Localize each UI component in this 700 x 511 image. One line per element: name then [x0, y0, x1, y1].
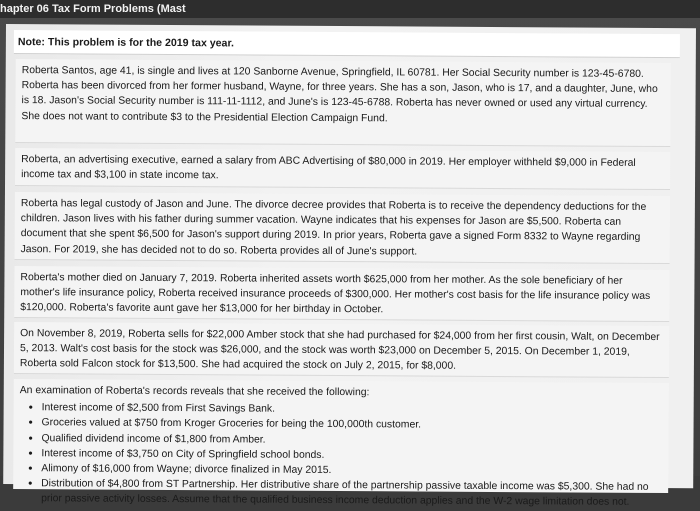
problem-sheet	[3, 24, 696, 509]
paragraph-salary	[15, 148, 670, 190]
paragraph-personal-info	[15, 59, 671, 147]
list-item: • Distribution of $4,800 from ST Partnership. Her distributive share of the partnership passive taxable income was $5,300. She had no prior passive activity losses. Assume that the qualified business income deduction applies and the W-2 wage limitation does not.	[41, 476, 662, 510]
paragraph-stock-sales	[14, 322, 669, 378]
paragraph-text: Roberta Santos, age 41, is single and lives at 120 Sanborne Avenue, Springfield, IL 60781. Her Social Security number is 123-45-6780. Roberta has been divorced from her former husband, Wayne, for three years. She has a son, Jason, who is 17, and a daughter, June, who is 18. Jason's Social Security number is 111-11-1112, and June's is 123-45-6788. Roberta has never owned or used any virtual currency. She does not want to contribute $3 to the Presidential Election Campaign Fund.	[21, 65, 658, 124]
income-items-list	[19, 400, 663, 510]
paragraph-text: On November 8, 2019, Roberta sells for $22,000 Amber stock that she had purchased for $24,000 from her first cousin, Walt, on December 5, 2013. Walt's cost basis for the stock was $26,000, and the stock was worth $23,000 on December 5, 2015. On December 1, 2019, Roberta sold Falcon stock for $13,500. She had acquired the stock on July 2, 2015, for $8,000.	[19, 328, 660, 373]
paragraph-text: Roberta, an advertising executive, earned a salary from ABC Advertising of $80,000 in 2019. Her employer withheld $9,000 in Federal income tax and $3,100 in state income tax.	[21, 154, 636, 182]
note-banner: Note: This problem is for the 2019 tax year.	[14, 30, 680, 58]
list-item: • Interest income of $2,500 from First Savings Bank.	[42, 400, 663, 419]
paragraph-text: Roberta has legal custody of Jason and June. The divorce decree provides that Roberta is to receive the dependency deductions for the children. Jason lives with his father during summer vacation. Wayne indicates that his expenses for Jason are $5,500. Roberta can document that she spent $6,500 for Jason's support during 2019. In prior years, Roberta gave a signed Form 8332 to Wayne regarding Jason. For 2019, she has decided not to do so. Roberta provides all of June's support.	[20, 198, 647, 258]
paragraph-inheritance	[14, 266, 669, 322]
paragraph-custody	[15, 192, 670, 264]
paragraph-text: Roberta's mother died on January 7, 2019. Roberta inherited assets worth $625,000 from her mother. As the sole beneficiary of her mother's life insurance policy, Roberta received insurance proceeds of $300,000. Her mother's cost basis for the life insurance policy was $120,000. Roberta's favorite aunt gave her $13,000 for her birthday in October.	[20, 272, 651, 316]
paragraph-intro: An examination of Roberta's records reveals that she received the following:	[19, 385, 370, 399]
window-title: hapter 06 Tax Form Problems (Mast	[0, 0, 700, 18]
list-item: • Groceries valued at $750 from Kroger Groceries for being the 100,000th customer.	[42, 416, 663, 435]
list-item: • Alimony of $16,000 from Wayne; divorce finalized in May 2015.	[41, 461, 662, 480]
list-item: • Interest income of $3,750 on City of Springfield school bonds.	[41, 446, 662, 465]
list-item: • Qualified dividend income of $1,800 from Amber.	[41, 431, 662, 450]
